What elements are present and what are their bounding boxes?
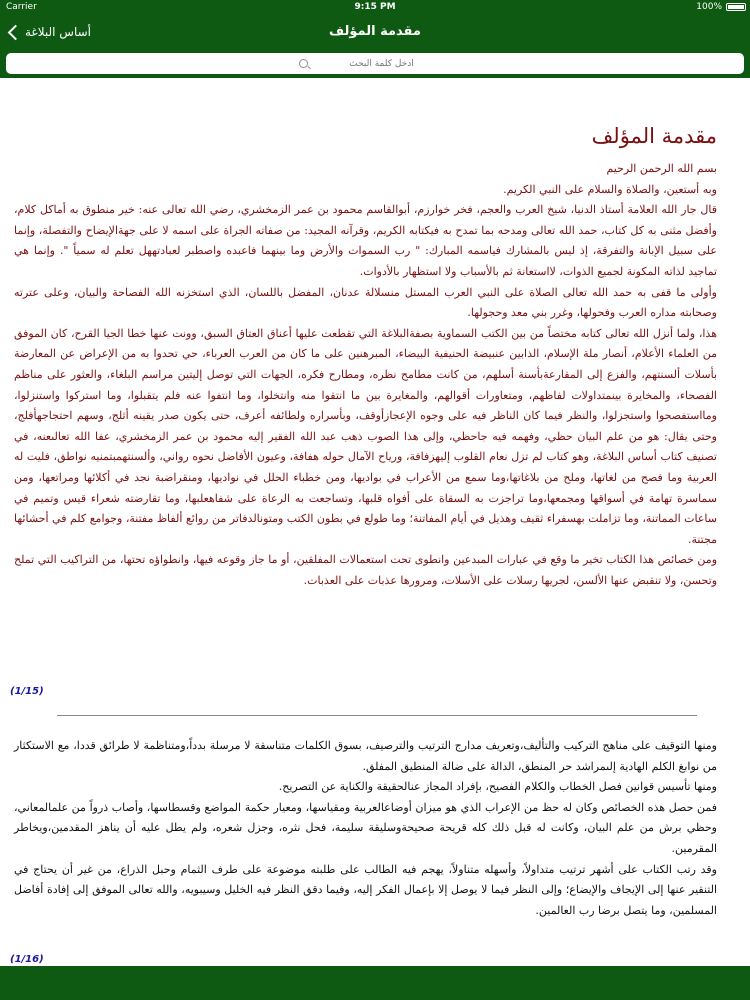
paragraph: هذا، ولما أنزل الله تعالى كتابه مختصاً من بين الكتب السماوية بصفةالبلاغة التي تقطعت عليها أعناق العتاق السبق، وونت عنها خطا الجيا القرح، كان الموفق من العلماء الأعلام، أنصار ملة الإسلام، الذابين عنبيضة الحنيفية البيضاء، المبرهنين على ما كان من العرب العرباء، حي تحدوا به من الإعراض عن المعارضة بأسلات ألسنتهم، والفزع إلى المقارعةبأسنة أسلهم، من كانت مطامح نظره، ومطارح فكره، الجهات التي توصل إليتين مراسم البلغاء، والعثور على مناظم الفصحاء، والمخايرة بينمتداولات لفاظهم، ومتعاورات أقوالهم، والمغايرة بين ما انتقوا منه وانتخلوا، وما انتفوا عنه فلم يتقبلوا، وما استركوا واستنزلوا، ومااستفصحوا واستجزلوا، والنظر فيما كان الناظر فيه على وجوه الإعجازأوقف، وبأسراره ولطائفه أعرف، حتى يكون صدر يقينه أثلج، وسهم احتجاجهأفلج، وحتى يقال: هو من علم البيان حظي، وفهمه فيه جاحظي، وإلى هذا الصوب ذهب عبد الله الفقير إليه محمود بن عمر الزمخشري، عفا الله تعالىعنه، في تصنيف كتاب أساس البلاغة، وهو كتاب لم تزل نعام القلوب إليهزفافة، ورياح الآمال حوله هفافة، وعيون الأفاضل نحوه رواني، وألسنتهمبتمنيه نواطق، فليت له العربية وما فصح من لغاتها، وملح من بلاغاتها،وما سمع من الأعراب في بواديها، ومن خطباء الحلل في نواديها، ومنقراضبة نجد في أكلائها ومراتعها، ومن سماسرة تهامة في أسواقها ومجمعها،وما تراجزت به السقاة على أفواه قلبها، وتساجعت به الرعاة على شفاهعلبها، وما تقارضته شعراء قيس وتميم في ساعات المماتنة، وما تزاملت بهسفراء ثقيف وهذيل في أيام المفاتنة؛ وما طولع في بطون الكتب ومتونالدفاتر من روائع ألفاظ مفتنة، وجوامع كلم في أحشائها مجتنة.: [14, 326, 717, 546]
paragraph: بسم الله الرحمن الرحيم: [606, 162, 717, 175]
search-bar: [0, 50, 750, 78]
battery-percent: 100%: [696, 2, 722, 12]
paragraph: قال جار الله العلامة أستاذ الدنيا، شيخ العرب والعجم، فخر خوارزم، أبوالقاسم محمود بن عمر الزمخشري، رضي الله تعالى عنه: خير منطوق به أماكل كلام، وأفضل مثنى به كل كتاب، حمد الله تعالى ومدحه بما تمدح به فيكتابه الكريم، وقرآنه المجيد: من صفاته الجراة على اسمه لا على جهةالإيضاح والتفصلة، وإنما على سبيل الإبانة والتفرقة، إذ ليس بالمشارك فياسمه المبارك: " رب السموات والأرض وما بينهما فاعبده واصطبر لعبادتههل تعلم له سمياً ". وإنما هي تماجيد لذاته المكونة لجميع الذوات، لااستعانة ثم بالأسباب ولا استظهار بالأدوات.: [14, 203, 717, 278]
navigation-bar: [0, 14, 750, 50]
paragraph: ومنها تأسيس قوانين فصل الخطاب والكلام الفصيح، بإفراد المجاز عنالحقيقة والكناية عن التصريح.: [278, 780, 717, 794]
search-input[interactable]: [312, 59, 452, 69]
page-title: مقدمة المؤلف: [329, 24, 421, 39]
status-bar: [0, 0, 750, 14]
search-field[interactable]: [6, 53, 744, 74]
bottom-toolbar: [0, 966, 750, 1000]
paragraph: وبه أستعين، والصلاة والسلام على النبي الكريم.: [503, 182, 717, 196]
page-number: (1/15): [10, 686, 44, 697]
clock: 9:15 PM: [354, 2, 396, 12]
paragraph: ومن خصائص هذا الكتاب تخير ما وقع في عبارات المبدعين وانطوى تحت استعمالات المفلقين، أو ما جاز وقوعه فيها، وانطواؤه تحتها، من التراكيب التي تملح وتحسن، ولا تنقبض عنها الألسن، لجريها رسلات على الأسلات، ومرورها عذبات على العذبات.: [14, 553, 717, 587]
battery-icon: [726, 3, 746, 11]
paragraph: ومنها التوقيف على مناهج التركيب والتأليف،وتعريف مدارج الترتيب والترصيف، بسوق الكلمات متناسقة لا مرسلة بدداً،ومتناظمة لا طرائق قددا، مع الاستكثار من نوابغ الكلم الهادية إلىمراشد حر المنطق، الدالة على ضالة المنطيق المفلق.: [14, 739, 717, 773]
page-1-text: [14, 159, 717, 591]
carrier-label: Carrier: [6, 2, 37, 12]
page-number: (1/16): [10, 954, 44, 965]
page-2-text: [14, 736, 717, 921]
chapter-heading: مقدمة المؤلف: [591, 124, 717, 148]
paragraph: وقد رتب الكتاب على أشهر ترتيب متداولاً، وأسهله متناولاً، يهجم فيه الطالب على طلبته موضوعة على طرف الثمام وحبل الذراع، من غير أن يحتاج في التنقير عنها إلى الإيجاف والإيضاع؛ وإلى النظر فيما لا يوصل إلا بإعمال الفكر إليه، وفيما دقق النظر فيه الخليل وسيبويه، والله تعالى الموفق إلى إفادة أفاضل المسلمين، وما يتصل برضا رب العالمين.: [14, 862, 717, 917]
book-content[interactable]: [0, 78, 750, 966]
paragraph: فمن حصل هذه الخصائص وكان له حظ من الإعراب الذي هو ميزان أوضاعالعربية ومقياسها، ومعيار حكمة المواضع وقسطاسها، وأصاب ذرواً من علمالمعاني، وحظي برش من علم البيان، وكانت له قبل ذلك كله قريحة صحيحةوسليقة سليمة، فحل نثره، وجزل شعره، ولم يطل عليه أن يناهز المقدمين،ويخاطر المقرمين.: [14, 800, 717, 855]
paragraph: وأولى ما قفى به حمد الله تعالى الصلاة على النبي العرب المستل منسلالة عدنان، المفضل باللسان، الذي استخزنه الله الفصاحة والبيان، وعلى عترته وصحابته مداره العرب وفحولها، وغرر بني معد وحجولها.: [14, 285, 717, 320]
page-divider: [57, 715, 697, 716]
search-icon: [299, 59, 308, 68]
back-button-label: أساس البلاغة: [25, 25, 91, 39]
